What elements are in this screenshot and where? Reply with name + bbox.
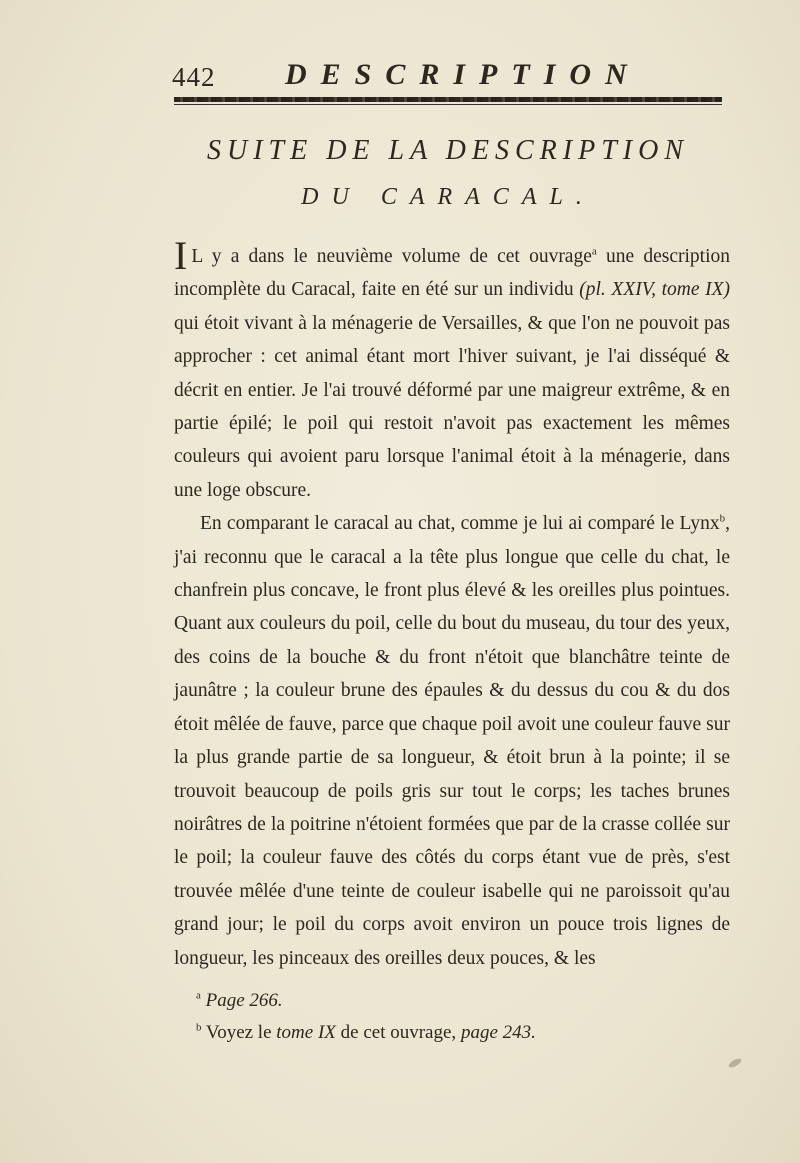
running-head xyxy=(172,58,732,102)
footnote-a xyxy=(196,985,716,1017)
paragraph-1-text-c: qui étoit vivant à la ménagerie de Versailles, & que l'on ne pouvoit pas approcher : cet animal étant mort l'hiver suivant, je l'ai disséqué & décrit en entier. Je l'ai trouvé déformé par une maigreur extrême, & en partie épilé; le poil qui restoit n'avoit pas exactement les mêmes couleurs qui avoient paru lorsque l'animal étoit à la ménagerie, dans une loge obscure. xyxy=(174,312,730,501)
paragraph-2-text-b: , j'ai reconnu que le caracal a la tête plus longue que celle du chat, le chanfrein plus concave, le front plus élevé & les oreilles plus pointues. Quant aux couleurs du poil, celle du bout du museau, du tour des yeux, des coins de la bouche & du front n'étoit que blanchâtre teinte de jaunâtre ; la couleur brune des épaules & du dessus du cou & du dos étoit mêlée de fauve, parce que chaque poil avoit une couleur fauve sur la plus grande partie de sa longueur, & étoit brun à la pointe; il se trouvoit beaucoup de poils gris sur tout le corps; les taches brunes noirâtres de la poitrine n'étoient formées que par de la crasse collée sur le poil; la couleur fauve des côtés du corps étant vue de près, s'est trouvée mêlée d'une teinte de couleur isabelle qui ne paroissoit qu'au grand jour; le poil du corps avoit environ un pouce trois lignes de longueur, les pinceaux des oreilles deux pouces, & les xyxy=(174,513,730,969)
footnote-ref-a: a xyxy=(591,245,597,258)
footnotes xyxy=(196,985,716,1049)
footnote-text: Page 266. xyxy=(205,990,283,1011)
plate-reference: (pl. XXIV, tome IX) xyxy=(579,279,730,301)
footnote-tome: tome IX xyxy=(276,1022,336,1043)
section-title: SUITE DE LA DESCRIPTION xyxy=(206,135,690,166)
footnote-mark: b xyxy=(196,1021,202,1034)
page-number: 442 xyxy=(172,62,216,92)
footnote-mark: a xyxy=(196,989,201,1002)
footnote-middle: de cet ouvrage, xyxy=(335,1022,461,1043)
footnote-b xyxy=(196,1017,716,1049)
footnote-page: page 243. xyxy=(460,1022,536,1043)
body-text xyxy=(174,233,730,975)
ink-smudge xyxy=(727,1057,742,1069)
footnote-prefix: Voyez le xyxy=(205,1022,277,1043)
drop-cap: I xyxy=(174,233,188,278)
thin-rule xyxy=(174,104,722,105)
paragraph-2 xyxy=(174,507,730,975)
paragraph-1-text-a: L y a dans le neuvième volume de cet ouvrage xyxy=(191,246,592,267)
running-title: DESCRIPTION xyxy=(285,58,641,91)
paragraph-2-text-a: En comparant le caracal au chat, comme je lui ai comparé le Lynx xyxy=(200,513,720,535)
paragraph-1 xyxy=(174,233,730,507)
section-subtitle: DU CARACAL. xyxy=(301,184,595,210)
footnote-ref-b: b xyxy=(719,512,726,525)
paragraph-1-text-b: une description incomplète du Caracal, faite en été sur un individu xyxy=(174,246,730,301)
ornamental-rule xyxy=(174,97,722,102)
